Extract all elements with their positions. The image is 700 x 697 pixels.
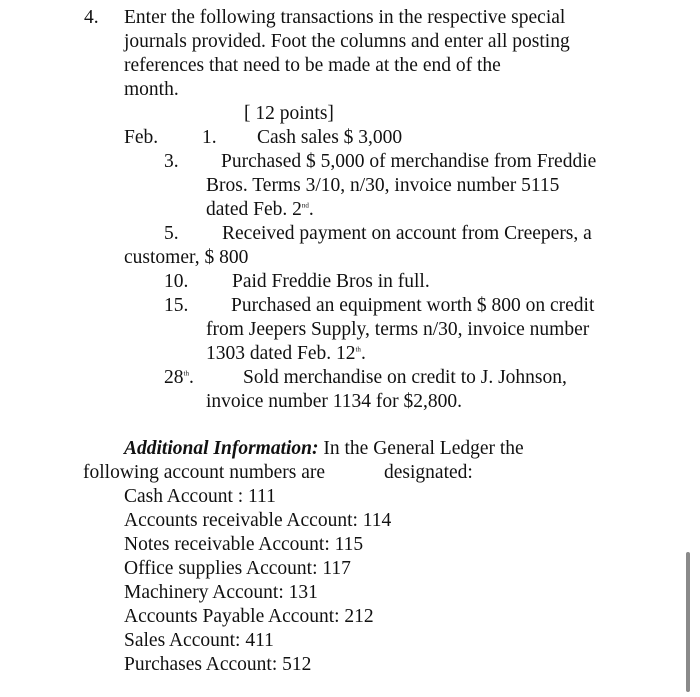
- account-accounts-payable: Accounts Payable Account: 212: [124, 606, 374, 627]
- instruction-line-1: Enter the following transactions in the respective special: [124, 7, 566, 28]
- transaction-15-line-1: Purchased an equipment worth $ 800 on credit: [231, 295, 595, 316]
- transaction-10-text: Paid Freddie Bros in full.: [232, 271, 430, 292]
- scrollbar-thumb[interactable]: [686, 552, 690, 692]
- transaction-10-day: 10.: [164, 271, 189, 292]
- transaction-3-line-3: [206, 198, 314, 222]
- additional-info-intro: In the General Ledger the: [323, 438, 524, 459]
- transaction-3-line-1: Purchased $ 5,000 of merchandise from Freddie: [221, 151, 597, 172]
- account-sales: Sales Account: 411: [124, 630, 274, 651]
- additional-info-line-2a: following account numbers are: [83, 462, 326, 483]
- transaction-3-line-2: Bros. Terms 3/10, n/30, invoice number 5115: [206, 175, 560, 196]
- transaction-5-line-2: customer, $ 800: [124, 247, 249, 268]
- account-office-supplies: Office supplies Account: 117: [124, 558, 351, 579]
- transaction-5-line-1: Received payment on account from Creepers, a: [222, 223, 592, 244]
- transaction-3-date-period: .: [308, 199, 314, 220]
- month-label: Feb.: [124, 127, 159, 148]
- transaction-5-day: 5.: [164, 223, 179, 244]
- transaction-1-day: 1.: [202, 127, 217, 148]
- account-notes-receivable: Notes receivable Account: 115: [124, 534, 364, 555]
- transaction-15-date-text: 1303 dated Feb. 12: [206, 343, 356, 364]
- points-label: [ 12 points]: [244, 103, 334, 124]
- account-machinery: Machinery Account: 131: [124, 582, 318, 603]
- additional-info-line-1: [124, 437, 524, 461]
- transaction-28-day-number: 28: [164, 367, 184, 388]
- instruction-line-4: month.: [124, 79, 179, 100]
- transaction-28-line-2: invoice number 1134 for $2,800.: [206, 391, 462, 412]
- account-cash: Cash Account : 111: [124, 486, 276, 507]
- account-accounts-receivable: Accounts receivable Account: 114: [124, 510, 392, 531]
- transaction-28-day-suffix: th: [183, 369, 189, 378]
- transaction-28-day: [164, 366, 194, 390]
- additional-info-heading: Additional Information:: [124, 438, 319, 459]
- transaction-1-text: Cash sales $ 3,000: [257, 127, 403, 148]
- question-number: 4.: [84, 7, 99, 28]
- additional-info-line-2b: designated:: [384, 462, 473, 483]
- transaction-3-day: 3.: [164, 151, 179, 172]
- transaction-3-date-suffix: nd: [301, 201, 309, 210]
- transaction-15-line-2: from Jeepers Supply, terms n/30, invoice number: [206, 319, 590, 340]
- transaction-28-day-period: .: [188, 367, 194, 388]
- transaction-3-date-text: dated Feb. 2: [206, 199, 302, 220]
- transaction-15-date-period: .: [360, 343, 366, 364]
- transaction-28-line-1: Sold merchandise on credit to J. Johnson,: [243, 367, 567, 388]
- transaction-15-day: 15.: [164, 295, 189, 316]
- instruction-line-2: journals provided. Foot the columns and enter all posting: [124, 31, 570, 52]
- account-purchases: Purchases Account: 512: [124, 654, 312, 675]
- transaction-15-line-3: [206, 342, 366, 366]
- instruction-line-3: references that need to be made at the end of the: [124, 55, 501, 76]
- transaction-15-date-suffix: th: [355, 345, 361, 354]
